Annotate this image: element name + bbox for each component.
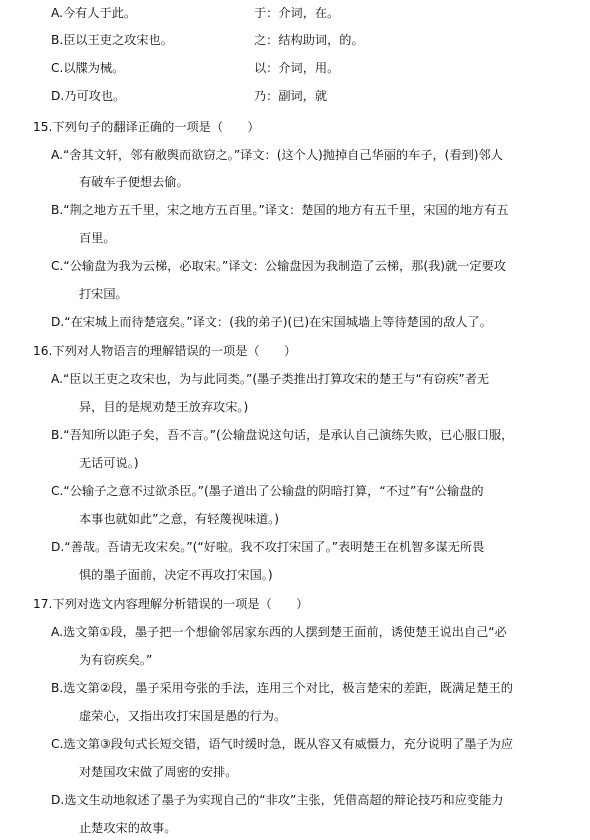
q14-option-b-gloss: 之：结构助词，的。 <box>254 33 364 47</box>
q14-option-d <box>0 87 590 109</box>
q16-option-b-line1: B.“吾知所以距子矣，吾不言。”(公输盘说这句话，是承认自己演练失败，已心服口服， <box>51 428 514 442</box>
q15-option-c-line1: C.“公输盘为我为云梯，必取宋。”译文：公输盘因为我制造了云梯，那(我)就一定要攻 <box>51 259 506 273</box>
q17-option-b-line1: B.选文第②段，墨子采用夸张的手法，连用三个对比，极言楚宋的差距，既满足楚王的 <box>51 681 513 695</box>
q17-option-a-line2: 为有窃疾矣。” <box>79 653 153 667</box>
q15-option-c-line2: 打宋国。 <box>79 287 128 301</box>
q14-option-c-sentence: C.以牒为械。 <box>51 61 125 75</box>
q16-option-c-line2: 本事也就如此”之意，有轻蔑视味道。) <box>79 512 279 526</box>
q17-option-c-line2: 对楚国攻宋做了周密的安排。 <box>79 765 238 779</box>
q17-option-d-line2: 止楚攻宋的故事。 <box>79 821 177 835</box>
q16-option-d-line2: 惧的墨子面前，决定不再攻打宋国。) <box>79 568 273 582</box>
q14-option-a-sentence: A.今有人于此。 <box>51 6 137 20</box>
q15-option-a-line1: A.“舍其文轩，邻有敝舆而欲窃之。”译文：(这个人)抛掉自己华丽的车子，(看到)邻人 <box>51 148 503 162</box>
q16-option-a-line1: A.“臣以王吏之攻宋也，为与此同类。”(墨子类推出打算攻宋的楚王与“有窃疾”者无 <box>51 372 490 386</box>
q15-option-b-line1: B.“荆之地方五千里，宋之地方五百里。”译文：楚国的地方有五千里，宋国的地方有五 <box>51 203 509 217</box>
q17-option-b-line2: 虚荣心，又指出攻打宋国是愚的行为。 <box>79 709 287 723</box>
q16-option-a-line2: 异，目的是规劝楚王放弃攻宋。) <box>79 400 249 414</box>
q14-option-a <box>0 4 590 26</box>
q14-option-b-sentence: B.臣以王吏之攻宋也。 <box>51 33 173 47</box>
q14-option-d-sentence: D.乃可攻也。 <box>51 89 126 103</box>
q14-option-c-gloss: 以：介词，用。 <box>254 61 340 75</box>
q15-option-d-line1: D.“在宋城上而待楚寇矣。”译文：(我的弟子)(已)在宋国城墙上等待楚国的敌人了。 <box>51 315 492 329</box>
q14-option-d-gloss: 乃：副词，就 <box>254 89 328 103</box>
q16-option-d-line1: D.“善哉。吾请无攻宋矣。”(“好啦。我不攻打宋国了。”表明楚王在机智多谋无所畏 <box>51 540 485 554</box>
q17-option-c-line1: C.选文第③段句式长短交错，语气时缓时急，既从容又有威慑力，充分说明了墨子为应 <box>51 737 514 751</box>
q17-stem: 17.下列对选文内容理解分析错误的一项是（ ） <box>33 597 309 611</box>
q15-stem: 15.下列句子的翻译正确的一项是（ ） <box>33 120 260 134</box>
q17-option-a-line1: A.选文第①段，墨子把一个想偷邻居家东西的人摆到楚王面前，诱使楚王说出自己“必 <box>51 625 507 639</box>
q14-option-c <box>0 59 590 81</box>
q15-option-b-line2: 百里。 <box>79 231 116 245</box>
q14-option-b <box>0 31 590 53</box>
q17-option-d-line1: D.选文生动地叙述了墨子为实现自己的“非攻”主张，凭借高超的辩论技巧和应变能力 <box>51 793 504 807</box>
q16-option-c-line1: C.“公输子之意不过欲杀臣。”(墨子道出了公输盘的阴暗打算，“不过”有“公输盘的 <box>51 484 484 498</box>
q16-stem: 16.下列对人物语言的理解错误的一项是（ ） <box>33 344 297 358</box>
q15-option-a-line2: 有破车子便想去偷。 <box>79 175 189 189</box>
q14-option-a-gloss: 于：介词，在。 <box>254 6 340 20</box>
q16-option-b-line2: 无话可说。) <box>79 456 139 470</box>
